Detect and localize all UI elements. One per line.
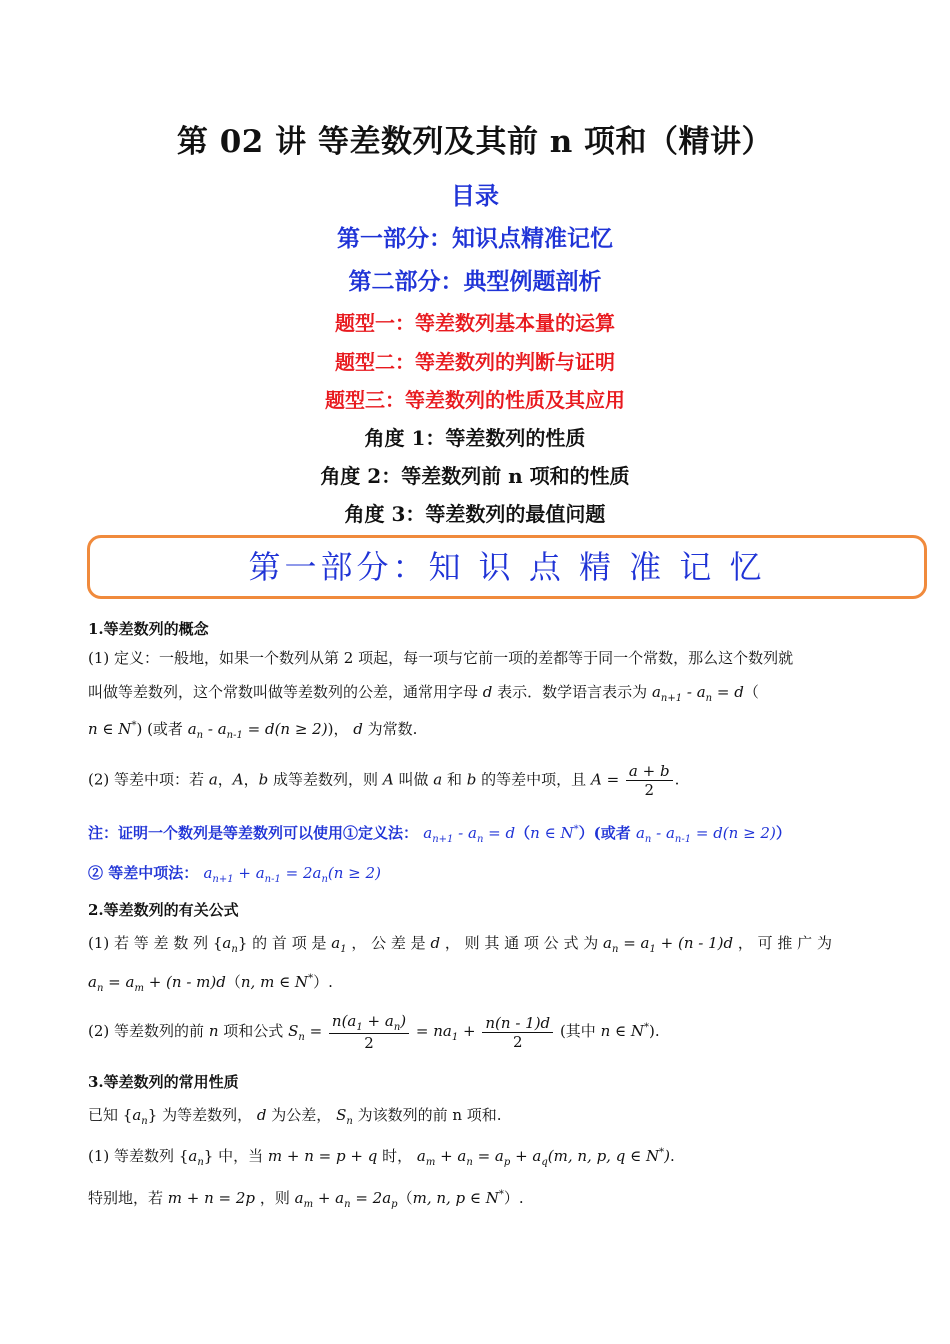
- math: $a_n = a_m + (n - m)d$: [88, 973, 226, 994]
- toc-angle-2[interactable]: 角度 2：等差数列前 n 项和的性质: [320, 464, 630, 488]
- text: ，则: [259, 1189, 290, 1207]
- mean-line: (2) 等差中项：若 a，A，b 成等差数列，则 A 叫做 a 和 b 的等差中项，且 A = $\frac{a + b}{2}$ .: [88, 762, 680, 799]
- toc-heading: 目录: [451, 181, 499, 210]
- math: m + n = p + q: [267, 1147, 378, 1165]
- math: a: [433, 770, 443, 789]
- toc-part1[interactable]: 第一部分：知识点精准记忆: [337, 225, 613, 252]
- text: (1) 等差数列: [88, 1147, 175, 1165]
- math: b: [466, 770, 477, 789]
- text: 注：证明一个数列是等差数列可以使用①定义法：: [88, 824, 419, 842]
- text: 为该数列的前 n 项和.: [357, 1106, 502, 1124]
- math: $S_n$: [336, 1106, 353, 1127]
- property-intro: [88, 1104, 502, 1127]
- definition-line-3: n ∈ N*) (或者 $a_n - a_{n-1} = d(n \ge 2)$)， d 为常数.: [88, 720, 418, 741]
- text: (2) 等差中项：若: [88, 770, 205, 789]
- text: (或者: [147, 720, 183, 738]
- math: $a_1$: [331, 934, 347, 955]
- sum-formula-line: (2) 等差数列的前 n 项和公式 $S_n$ = $\frac{n(a_1 + a_n)}{2}$ = $na_1$ + $\frac{n(n - 1)d}{2}$ (其中 n ∈ N*).: [88, 1012, 660, 1052]
- math: $a_m + a_n = a_p + a_q(m$, n, p, q ∈ N*): [416, 1147, 670, 1168]
- math: $a_m + a_n = 2a_p$: [294, 1189, 398, 1210]
- toc-angle-1[interactable]: 角度 1：等差数列的性质: [364, 426, 586, 450]
- math: $a_n - a_{n-1} = d(n \ge 2)$: [187, 720, 328, 741]
- text: 时，: [382, 1147, 413, 1165]
- section-1-heading: 1.等差数列的概念: [88, 620, 209, 638]
- text: (其中: [559, 1022, 596, 1040]
- text: (2) 等差数列的前: [88, 1022, 205, 1040]
- math: $S_n$ =: [288, 1022, 323, 1043]
- math: d: [256, 1106, 267, 1124]
- text: 已知: [88, 1106, 119, 1124]
- math: b: [258, 770, 269, 789]
- text: (1) 若 等 差 数 列: [88, 934, 209, 952]
- math: $a_n = a_1 + (n - 1)d$: [603, 934, 734, 955]
- property-line-1: (1) 等差数列 $\{a_n\}$ 中，当 m + n = p + q 时， $a_m + a_n = a_p + a_q(m$, n, p, q ∈ N*).: [88, 1147, 675, 1168]
- math: n, m ∈ N*: [240, 973, 314, 991]
- section-3-heading: 3.等差数列的常用性质: [88, 1073, 239, 1091]
- math-def: $a_{n+1} - a_n = d$: [651, 683, 744, 704]
- formula-line-2: $a_n = a_m + (n - m)d(n$, m ∈ N*）.: [88, 973, 333, 994]
- page-title: 第 02 讲 等差数列及其前 n 项和（精讲）: [176, 124, 774, 160]
- text: 中，当: [218, 1147, 264, 1165]
- math: n ∈ N*: [88, 720, 137, 738]
- fraction: $\frac{n(n - 1)d}{2}$: [482, 1014, 553, 1051]
- math: a: [208, 770, 218, 789]
- definition-line-2: 叫做等差数列，这个常数叫做等差数列的公差，通常用字母 d 表示．数学语言表示为 $a_{n+1} - a_n = d$（: [88, 683, 759, 704]
- text: 为公差，: [271, 1106, 332, 1124]
- toc-angle-3[interactable]: 角度 3：等差数列的最值问题: [344, 502, 606, 526]
- math: n ∈ N*: [600, 1022, 650, 1040]
- math: A: [382, 770, 394, 789]
- text: 叫做等差数列，这个常数叫做等差数列的公差，通常用字母: [88, 683, 479, 701]
- text: ② 等差中项法：: [88, 864, 199, 882]
- math: $a_{n+1} - a_n = d$: [423, 824, 516, 845]
- math: n: [208, 1022, 219, 1040]
- text: 的 首 项 是: [252, 934, 327, 952]
- toc-type-2[interactable]: 题型二：等差数列的判断与证明: [335, 350, 615, 374]
- math: $a_{n+1} + a_{n-1} = 2a_n(n \ge 2)$: [203, 864, 381, 885]
- math: $\{a_n\}$: [122, 1106, 158, 1127]
- toc-type-3[interactable]: 题型三：等差数列的性质及其应用: [325, 388, 625, 412]
- math: m + n = 2p: [167, 1189, 256, 1207]
- note-line-1: 注：证明一个数列是等差数列可以使用①定义法： $a_{n+1} - a_n = d(n$ ∈ N*）(或者 $a_n - a_{n-1} = d(n \ge 2)$）: [88, 824, 791, 845]
- text: 为等差数列，: [162, 1106, 253, 1124]
- toc-part2[interactable]: 第二部分：典型例题剖析: [348, 268, 602, 295]
- section-banner: 第一部分：知 识 点 精 准 记 忆: [87, 535, 927, 599]
- text: 和: [446, 770, 462, 789]
- text: 的等差中项，且: [481, 770, 587, 789]
- property-line-2: 特别地，若 m + n = 2p ，则 $a_m + a_n = 2a_p(m$, n, p ∈ N*）.: [88, 1189, 524, 1210]
- formula-line-1: [88, 932, 832, 955]
- text: 成等差数列，则: [273, 770, 379, 789]
- math: n ∈ N*: [530, 824, 579, 842]
- text: 项和公式: [223, 1022, 284, 1040]
- text: ， 公 差 是: [351, 934, 426, 952]
- text: 叫做: [398, 770, 429, 789]
- math: $\{a_n\}$: [178, 1147, 214, 1168]
- text: (或者: [593, 824, 631, 842]
- text: 表示．数学语言表示为: [497, 683, 648, 701]
- text: ， 可 推 广 为: [737, 934, 832, 952]
- note-line-2: [88, 862, 381, 885]
- math: d: [430, 934, 441, 952]
- math: d: [482, 683, 498, 701]
- fraction: $\frac{n(a_1 + a_n)}{2}$: [329, 1012, 409, 1052]
- text: 为常数.: [367, 720, 418, 738]
- math: A =: [590, 770, 620, 789]
- fraction: $\frac{a + b}{2}$: [626, 762, 673, 799]
- toc-type-1[interactable]: 题型一：等差数列基本量的运算: [335, 311, 615, 335]
- definition-line-1: (1) 定义：一般地，如果一个数列从第 2 项起，每一项与它前一项的差都等于同一个常数，那么这个数列就: [88, 649, 794, 667]
- math: $\{a_n\}$: [212, 934, 248, 955]
- math: = $na_1$ +: [415, 1022, 476, 1043]
- math: $a_n - a_{n-1} = d(n \ge 2)$: [635, 824, 776, 845]
- math: m, n, p ∈ N*: [412, 1189, 504, 1207]
- math: A: [232, 770, 244, 789]
- text: 特别地，若: [88, 1189, 164, 1207]
- section-2-heading: 2.等差数列的有关公式: [88, 901, 239, 919]
- math: d: [353, 720, 363, 738]
- text: ， 则 其 通 项 公 式 为: [444, 934, 599, 952]
